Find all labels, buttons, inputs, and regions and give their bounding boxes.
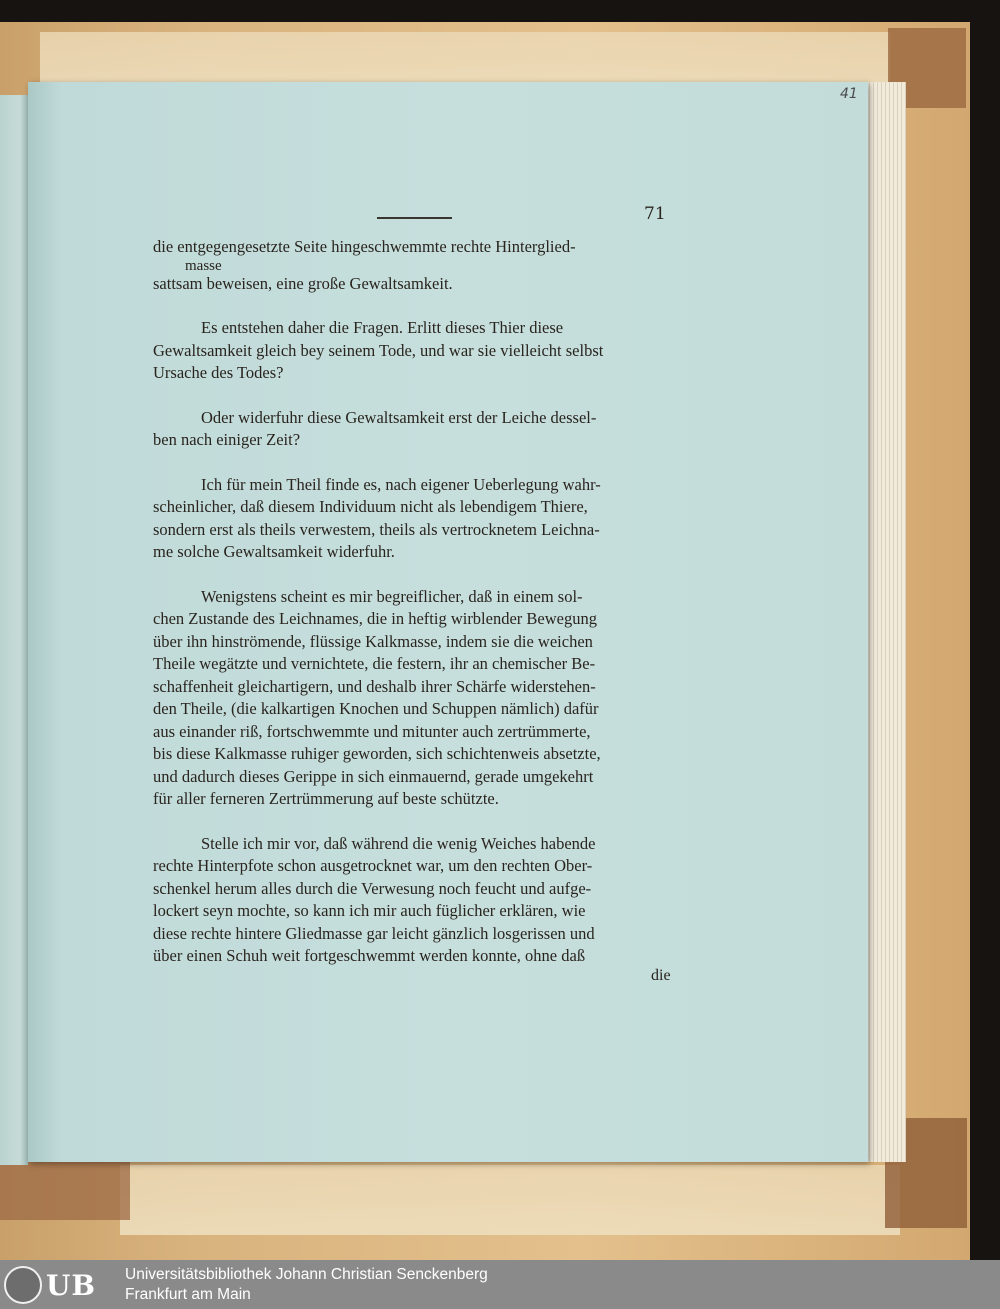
paragraph (153, 586, 691, 811)
foliation-number: 41 (840, 86, 858, 102)
text-line: bis diese Kalkmasse ruhiger geworden, sich schichtenweis absetzte, (153, 744, 601, 763)
text-line: für aller ferneren Zertrümmerung auf beste schützte. (153, 789, 499, 808)
text-line: Gewaltsamkeit gleich bey seinem Tode, und war sie vielleicht selbst (153, 340, 604, 360)
text-line: über ihn hinströmende, flüssige Kalkmasse, indem sie die weichen (153, 631, 593, 651)
text-line: ben nach einiger Zeit? (153, 430, 301, 449)
catchword: die (651, 967, 671, 984)
logo-text: UB (46, 1268, 97, 1302)
library-logo[interactable] (4, 1264, 114, 1306)
body-text (153, 236, 691, 990)
text-line: masse (185, 257, 222, 274)
text-line: diese rechte hintere Gliedmasse gar leicht gänzlich losgerissen und (153, 923, 595, 943)
paragraph (153, 236, 691, 295)
text-line: me solche Gewaltsamkeit widerfuhr. (153, 542, 395, 561)
page-edges (862, 82, 906, 1162)
text-line: Es entstehen daher die Fragen. Erlitt dieses Thier diese (201, 318, 564, 337)
paragraph (153, 407, 691, 452)
text-line: sondern erst als theils verwestem, theils als vertrocknetem Leichna- (153, 519, 600, 539)
library-name (125, 1265, 488, 1305)
paragraph (153, 317, 691, 385)
text-line: sattsam beweisen, eine große Gewaltsamkeit. (153, 273, 453, 293)
text-line: Oder widerfuhr diese Gewaltsamkeit erst der Leiche dessel- (201, 407, 597, 427)
portrait-seal-icon (4, 1266, 42, 1304)
library-name-line2: Frankfurt am Main (125, 1286, 251, 1303)
cover-corner-bottom-left (0, 1160, 130, 1220)
header-rule (377, 217, 452, 219)
facing-page-edge (0, 95, 28, 1165)
page-number: 71 (644, 204, 666, 224)
text-line: Stelle ich mir vor, daß während die wenig Weiches habende (201, 833, 596, 853)
paragraph (153, 833, 691, 968)
text-line: aus einander riß, fortschwemmte und mitunter auch zertrümmerte, (153, 721, 591, 741)
text-line: den Theile, (die kalkartigen Knochen und Schuppen nämlich) dafür (153, 699, 599, 718)
text-line: schaffenheit gleichartigern, und deshalb ihrer Schärfe widerstehen- (153, 676, 596, 696)
text-line: Wenigstens scheint es mir begreiflicher, daß in einem sol- (201, 586, 583, 606)
library-name-line1: Universitätsbibliothek Johann Christian Senckenberg (125, 1266, 488, 1283)
text-line: Theile wegätzte und vernichtete, die festern, ihr an chemischer Be- (153, 654, 596, 673)
text-line: über einen Schuh weit fortgeschwemmt werden konnte, ohne daß (153, 946, 586, 965)
text-line: Ursache des Todes? (153, 363, 284, 382)
paragraph (153, 474, 691, 564)
text-line: rechte Hinterpfote schon ausgetrocknet war, um den rechten Ober- (153, 856, 593, 875)
text-line: lockert seyn mochte, so kann ich mir auch füglicher erklären, wie (153, 901, 586, 920)
text-line: und dadurch dieses Gerippe in sich einmauernd, gerade umgekehrt (153, 766, 594, 786)
text-line: scheinlicher, daß diesem Individuum nicht als lebendigem Thiere, (153, 497, 588, 516)
text-line: Ich für mein Theil finde es, nach eigener Ueberlegung wahr- (201, 474, 601, 494)
text-line: chen Zustande des Leichnames, die in heftig wirblender Bewegung (153, 609, 597, 628)
cover-paper-bottom (120, 1165, 900, 1235)
text-line: die entgegengesetzte Seite hingeschwemmte rechte Hinterglied- (153, 237, 576, 256)
text-line: schenkel herum alles durch die Verwesung noch feucht und aufge- (153, 878, 592, 898)
